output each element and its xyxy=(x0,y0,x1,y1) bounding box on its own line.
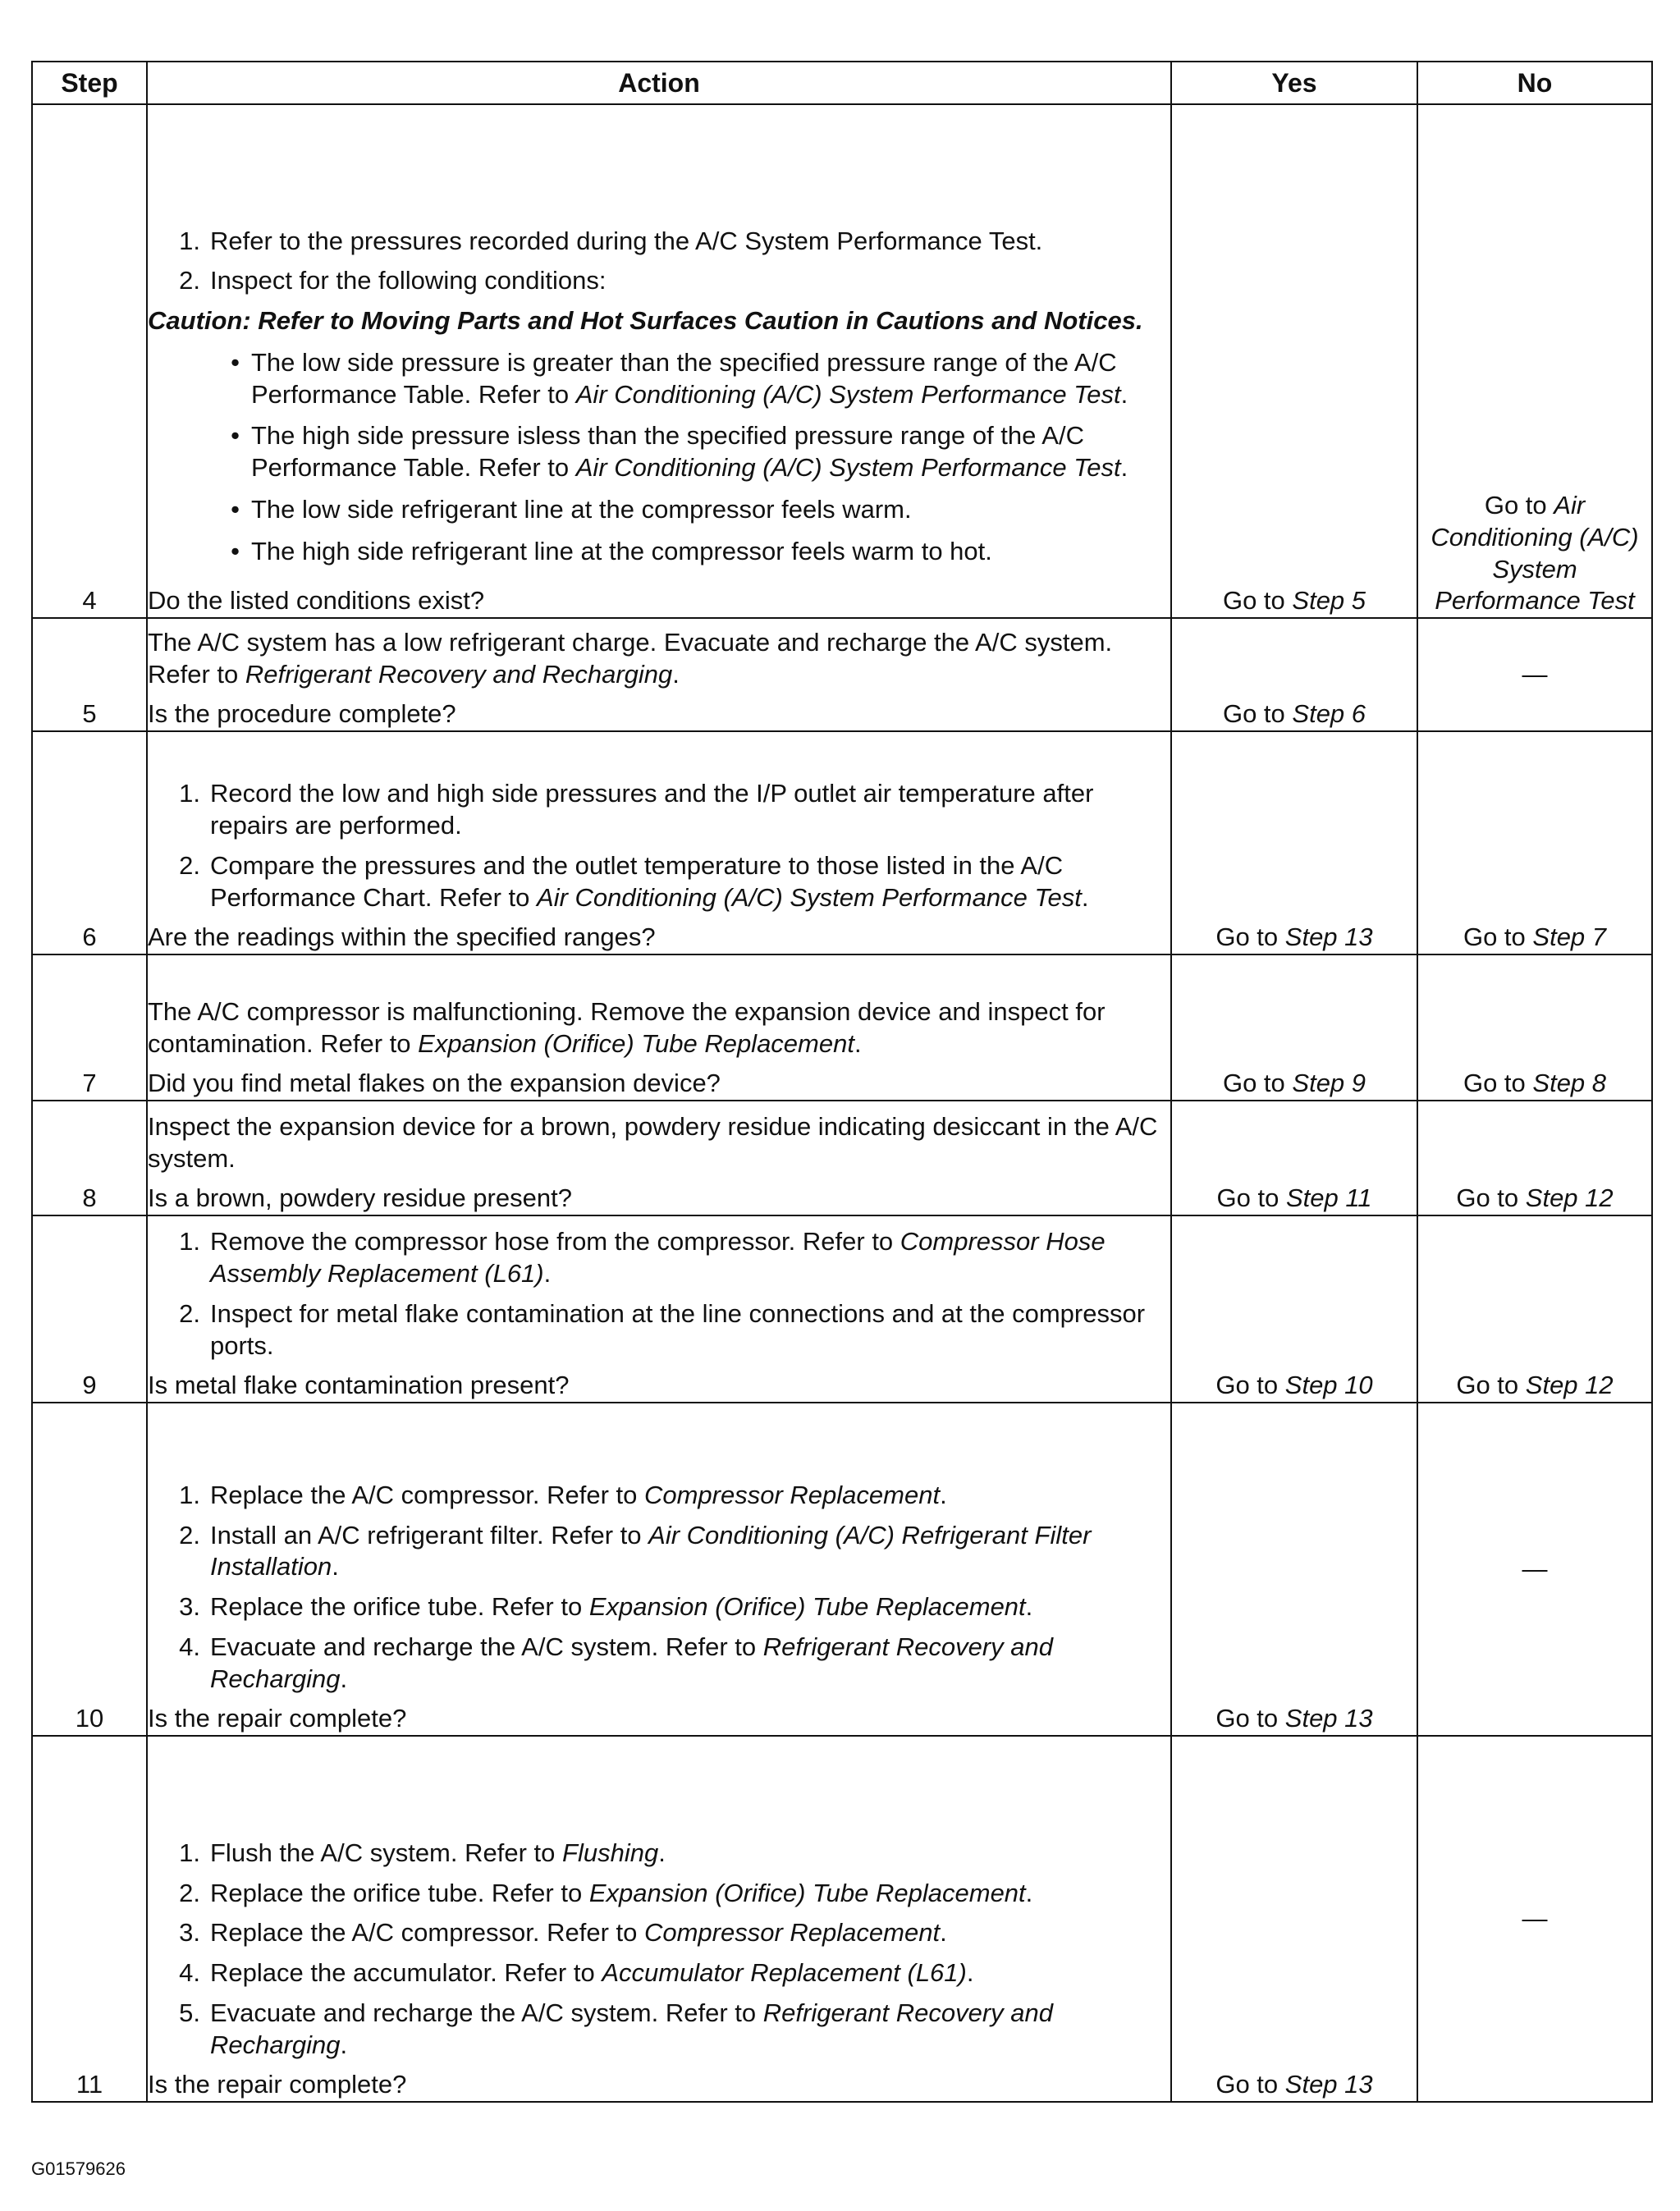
yes-reference: Step 10 xyxy=(1284,1371,1373,1400)
question-text: Do the listed conditions exist? xyxy=(148,586,485,616)
table-row xyxy=(32,1736,1652,2102)
instruction-text: Install an A/C refrigerant filter. Refer to xyxy=(210,1520,642,1550)
action-cell xyxy=(147,1101,1171,1215)
instruction-text: Inspect for metal flake contamination at the line connections and at the compressor ports. xyxy=(210,1298,1146,1360)
yes-reference: Step 5 xyxy=(1292,586,1366,616)
reference-link: Expansion (Orifice) Tube Replacement xyxy=(418,1028,854,1058)
no-reference: Air Conditioning (A/C) System Performance Test xyxy=(1431,491,1639,616)
instruction-text: Replace the orifice tube. Refer to xyxy=(210,1592,583,1621)
reference-link: Refrigerant Recovery and Recharging xyxy=(210,1632,1053,1693)
condition-text: The low side pressure is greater than the specified pressure range of the A/C Performance Table. Refer to xyxy=(251,347,1117,409)
header-action: Action xyxy=(147,62,1171,104)
yes-cell: Go to Step 13 xyxy=(1171,731,1417,954)
no-reference: Step 7 xyxy=(1532,922,1607,952)
yes-reference: Step 13 xyxy=(1284,1704,1373,1733)
table-row xyxy=(32,1403,1652,1736)
no-cell: Go to Step 12 xyxy=(1417,1215,1652,1403)
instruction-text: Replace the orifice tube. Refer to xyxy=(210,1878,583,1907)
no-cell: Go to Step 8 xyxy=(1417,954,1652,1101)
instruction-text: The A/C compressor is malfunctioning. Remove the expansion device and inspect for contamination. Refer to xyxy=(148,996,1106,1058)
reference-link: Air Conditioning (A/C) Refrigerant Filter Installation xyxy=(210,1520,1092,1582)
reference-link: Compressor Replacement xyxy=(643,1918,941,1948)
question-text: Is the procedure complete? xyxy=(148,699,456,729)
question-text: Are the readings within the specified ranges? xyxy=(148,922,656,952)
question-text: Is metal flake contamination present? xyxy=(148,1371,570,1400)
reference-link: Air Conditioning (A/C) System Performance Test xyxy=(575,453,1121,482)
instruction-text: Replace the A/C compressor. Refer to xyxy=(210,1480,638,1509)
no-cell: Go to Step 12 xyxy=(1417,1101,1652,1215)
no-cell: — xyxy=(1417,618,1652,731)
yes-reference: Step 13 xyxy=(1284,2070,1373,2099)
condition-text: The low side refrigerant line at the compressor feels warm. xyxy=(251,494,912,524)
table-row xyxy=(32,954,1652,1101)
instruction-text: The A/C system has a low refrigerant charge. Evacuate and recharge the A/C system. Refer to xyxy=(148,627,1113,689)
instruction-text: Inspect the expansion device for a brown, powdery residue indicating desiccant in the A/C system. xyxy=(148,1111,1158,1173)
diagnostic-table xyxy=(31,61,1653,2103)
action-cell: 1. Replace the A/C compressor. Refer to Compressor Replacement. 2. Install an A/C refrigerant filter. Refer to Air Conditioning (A/C) Refrigerant Filter Installation. 3. Replace the orifice tube. Refer to Expansion (Orifice) Tube Replacement. 4. Evacuate and recharge the A/C system. Refer to Refrigerant Recovery and Recharging. Is the repair complete? xyxy=(147,1403,1171,1736)
step-number: 8 xyxy=(32,1101,147,1215)
no-cell: — xyxy=(1417,1736,1652,2102)
table-row xyxy=(32,1101,1652,1215)
table-row xyxy=(32,1215,1652,1403)
action-cell: 1. Refer to the pressures recorded during the A/C System Performance Test. 2. Inspect for the following conditions: Caution: Refer to Moving Parts and Hot Surfaces Caution in Cautions and Notices. • The low side pressure is greater than the specified pressure range of the A/C Performance Table. Refer to Air Conditioning (A/C) System Performance Test. • The high side pressure isless than the specified pressure range of the A/C Performance Table. Refer to Air Conditioning (A/C) System Performance Test. • The low side refrigerant line at the compressor feels warm. • The high side refrigerant line at the compressor feels warm to hot. Do the listed conditions exist? xyxy=(147,104,1171,618)
step-number: 11 xyxy=(32,1736,147,2102)
reference-link: Expansion (Orifice) Tube Replacement xyxy=(588,1592,1026,1621)
no-reference: Step 8 xyxy=(1532,1069,1607,1098)
action-cell: The A/C compressor is malfunctioning. Remove the expansion device and inspect for contamination. Refer to Expansion (Orifice) Tube Replacement. Did you find metal flakes on the expansion device? xyxy=(147,954,1171,1101)
instruction-text: Record the low and high side pressures and the I/P outlet air temperature after repairs are performed. xyxy=(210,779,1094,840)
instruction-text: Compare the pressures and the outlet temperature to those listed in the A/C Performance Chart. Refer to xyxy=(210,850,1064,912)
caution-note: Caution: Refer to Moving Parts and Hot Surfaces Caution in Cautions and Notices. xyxy=(148,306,1143,335)
action-cell: 1. Flush the A/C system. Refer to Flushing. 2. Replace the orifice tube. Refer to Expansion (Orifice) Tube Replacement. 3. Replace the A/C compressor. Refer to Compressor Replacement. 4. Replace the accumulator. Refer to Accumulator Replacement (L61). 5. Evacuate and recharge the A/C system. Refer to Refrigerant Recovery and Recharging. Is the repair complete? xyxy=(147,1736,1171,2102)
yes-cell: Go to Step 13 xyxy=(1171,1403,1417,1736)
yes-cell: Go to Step 10 xyxy=(1171,1215,1417,1403)
action-cell: 1. Record the low and high side pressures and the I/P outlet air temperature after repairs are performed. 2. Compare the pressures and the outlet temperature to those listed in the A/C Performance Chart. Refer to Air Conditioning (A/C) System Performance Test. Are the readings within the specified ranges? xyxy=(147,731,1171,954)
no-cell: Go to Air Conditioning (A/C) System Performance Test xyxy=(1417,104,1652,618)
step-number: 6 xyxy=(32,731,147,954)
question-text: Did you find metal flakes on the expansion device? xyxy=(148,1069,721,1098)
step-number: 9 xyxy=(32,1215,147,1403)
table-row xyxy=(32,618,1652,731)
yes-reference: Step 13 xyxy=(1284,922,1373,952)
instruction-text: Remove the compressor hose from the compressor. Refer to xyxy=(210,1227,894,1257)
header-yes: Yes xyxy=(1171,62,1417,104)
reference-link: Accumulator Replacement (L61) xyxy=(602,1958,967,1987)
reference-link: Air Conditioning (A/C) System Performance Test xyxy=(537,882,1082,912)
table-header-row xyxy=(32,62,1652,104)
reference-link: Compressor Hose Assembly Replacement (L61) xyxy=(210,1227,1106,1288)
instruction-text: Replace the accumulator. Refer to xyxy=(210,1958,595,1987)
header-step: Step xyxy=(32,62,147,104)
figure-code: G01579626 xyxy=(31,2158,126,2179)
question-text: Is the repair complete? xyxy=(148,2070,407,2099)
instruction-text: Refer to the pressures recorded during the A/C System Performance Test. xyxy=(210,226,1043,255)
yes-cell: Go to Step 11 xyxy=(1171,1101,1417,1215)
condition-text: The high side refrigerant line at the compressor feels warm to hot. xyxy=(251,536,992,565)
step-number: 4 xyxy=(32,104,147,618)
question-text: Is the repair complete? xyxy=(148,1704,407,1733)
action-cell: The A/C system has a low refrigerant charge. Evacuate and recharge the A/C system. Refer to Refrigerant Recovery and Recharging. Is the procedure complete? xyxy=(147,618,1171,731)
yes-cell: Go to Step 9 xyxy=(1171,954,1417,1101)
no-cell: Go to Step 7 xyxy=(1417,731,1652,954)
condition-text: The high side pressure isless than the specified pressure range of the A/C Performance Table. Refer to xyxy=(251,421,1084,482)
yes-reference: Step 11 xyxy=(1285,1183,1372,1213)
yes-cell: Go to Step 5 xyxy=(1171,104,1417,618)
step-number: 5 xyxy=(32,618,147,731)
reference-link: Air Conditioning (A/C) System Performance Test xyxy=(575,379,1121,409)
instruction-text: Replace the A/C compressor. Refer to xyxy=(210,1918,638,1948)
action-cell: 1. Remove the compressor hose from the compressor. Refer to Compressor Hose Assembly Replacement (L61). 2. Inspect for metal flake contamination at the line connections and at the compressor ports. Is metal flake contamination present? xyxy=(147,1215,1171,1403)
no-cell: — xyxy=(1417,1403,1652,1736)
table-row xyxy=(32,104,1652,618)
header-no: No xyxy=(1417,62,1652,104)
reference-link: Refrigerant Recovery and Recharging xyxy=(210,1998,1053,2059)
question-text: Is a brown, powdery residue present? xyxy=(148,1183,572,1213)
yes-cell: Go to Step 6 xyxy=(1171,618,1417,731)
yes-reference: Step 6 xyxy=(1292,699,1366,729)
yes-cell: Go to Step 13 xyxy=(1171,1736,1417,2102)
reference-link: Flushing xyxy=(562,1838,659,1867)
no-reference: Step 12 xyxy=(1525,1183,1614,1213)
no-reference: Step 12 xyxy=(1525,1371,1614,1400)
step-number: 10 xyxy=(32,1403,147,1736)
instruction-text: Evacuate and recharge the A/C system. Refer to xyxy=(210,1632,757,1661)
instruction-text: Inspect for the following conditions: xyxy=(210,266,607,295)
step-number: 7 xyxy=(32,954,147,1101)
instruction-text: Flush the A/C system. Refer to xyxy=(210,1838,556,1867)
table-row xyxy=(32,731,1652,954)
instruction-text: Evacuate and recharge the A/C system. Refer to xyxy=(210,1998,757,2027)
reference-link: Expansion (Orifice) Tube Replacement xyxy=(588,1878,1026,1907)
yes-reference: Step 9 xyxy=(1292,1069,1366,1098)
reference-link: Refrigerant Recovery and Recharging xyxy=(245,659,673,689)
reference-link: Compressor Replacement xyxy=(643,1480,941,1509)
